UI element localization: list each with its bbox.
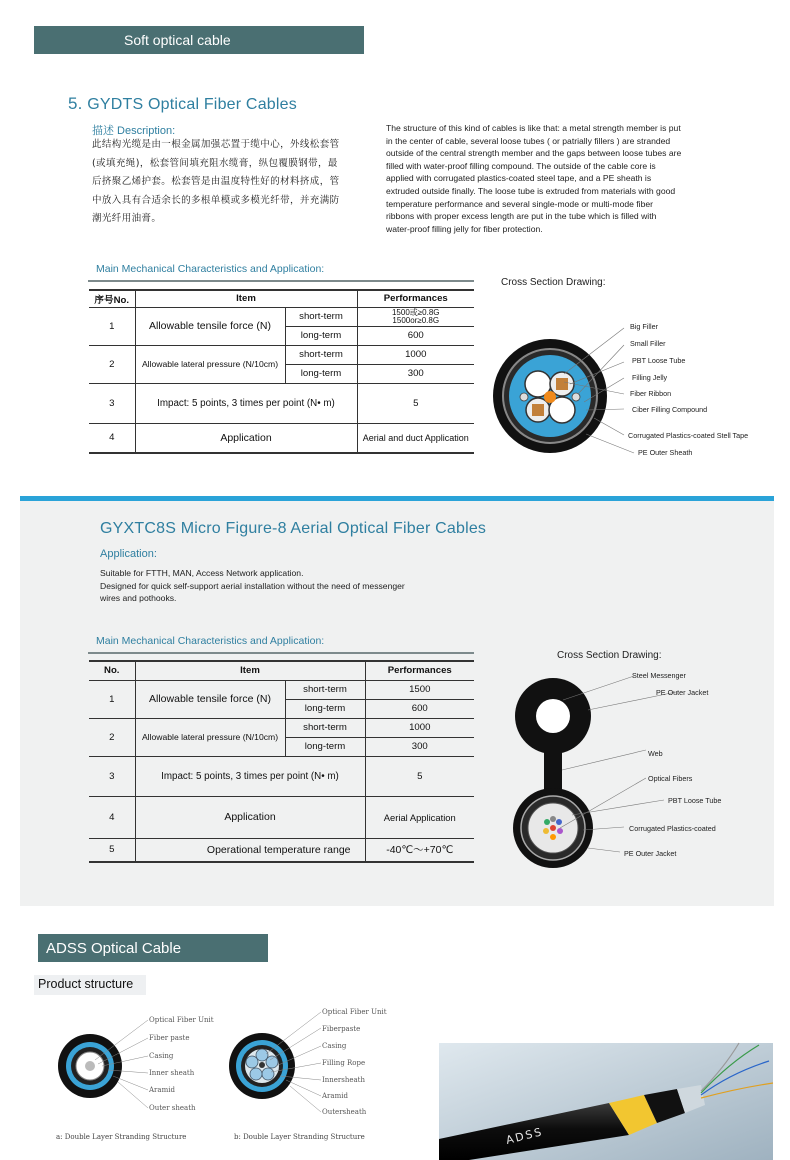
header-performances: Performances	[365, 661, 474, 680]
small-filler-shape	[520, 393, 528, 401]
en-line: extruded outside finally. The loose tube is extruded from materials with good	[386, 185, 676, 196]
header-item: Item	[135, 661, 365, 680]
short-term-label: short-term	[285, 307, 357, 326]
row-item: Allowable lateral pressure (N/10cm)	[135, 345, 285, 383]
row-item: Allowable lateral pressure (N/10cm)	[135, 718, 285, 756]
section-title-text: GYDTS Optical Fiber Cables	[87, 96, 297, 113]
en-line: temperature performance and several single-mode or multi-mode fiber	[386, 198, 654, 209]
row-item: Allowable tensile force (N)	[135, 307, 285, 345]
product-structure-label: Product structure	[34, 975, 146, 995]
long-term-value: 300	[357, 364, 474, 383]
description-label: 描述 Description:	[92, 125, 176, 137]
short-term-value-en: 1500or≥0.8G	[392, 315, 440, 325]
app-line: wires and pothooks.	[100, 593, 177, 604]
tube-shape	[250, 1068, 262, 1080]
application-label: Application:	[100, 548, 157, 560]
cn-line: 潮光纤用油膏。	[92, 213, 162, 224]
gydts-cross-section-drawing	[494, 314, 744, 464]
tube-shape	[256, 1049, 268, 1061]
gyxtc8s-title: GYXTC8S Micro Figure-8 Aerial Optical Fiber Cables	[100, 520, 487, 537]
row-value: Aerial Application	[365, 796, 474, 838]
row-item: Operational temperature range	[135, 838, 365, 862]
characteristics-label: Main Mechanical Characteristics and Application:	[96, 263, 325, 275]
callout-label: Small Filler	[630, 339, 666, 348]
callout-label: Filling Rope	[322, 1059, 366, 1067]
en-line: The structure of this kind of cables is like that: a metal strength member is put	[386, 123, 681, 133]
row-number: 3	[89, 383, 135, 423]
row-item: Allowable tensile force (N)	[135, 680, 285, 718]
callout-label: Fiber paste	[149, 1034, 190, 1042]
adss-structure-a-drawing	[50, 1010, 160, 1120]
app-line: Suitable for FTTH, MAN, Access Network application.	[100, 568, 304, 578]
callout-label: PE Outer Sheath	[638, 448, 693, 457]
application-description	[100, 567, 460, 605]
callout-label: Steel Messenger	[632, 671, 686, 680]
callout-label: PE Outer Jacket	[624, 849, 677, 858]
central-strength-member-shape	[544, 391, 556, 403]
gydts-title	[68, 94, 297, 114]
fiber-ribbon-shape	[556, 378, 568, 390]
tube-shape	[266, 1056, 278, 1068]
en-line: ribbons with proper excess length are put in the tube which is filled with	[386, 211, 657, 222]
callout-label: Inner sheath	[149, 1069, 195, 1077]
callout-label: Big Filler	[630, 322, 658, 331]
banner-label: Soft optical cable	[124, 32, 231, 48]
long-term-label: long-term	[285, 699, 365, 718]
fiber-ribbon-shape	[532, 404, 544, 416]
section-rule	[88, 652, 474, 654]
callout-label: Casing	[149, 1052, 174, 1060]
short-term-value: 1000	[357, 345, 474, 364]
header-no: 序号No.	[89, 290, 135, 307]
en-line: applied with corrugated plastics-coated steel tape, and a PE sheath is	[386, 173, 652, 184]
row-number: 1	[89, 307, 135, 345]
gyxtc8s-spec-table	[89, 660, 474, 863]
gydts-spec-table	[89, 289, 474, 454]
app-line: Designed for quick self-support aerial installation without the need of messenger	[100, 580, 405, 591]
en-line: in the center of cable, several loose tubes ( or patrially fillers ) are stranded	[386, 135, 671, 146]
short-term-label: short-term	[285, 718, 365, 737]
row-number: 2	[89, 345, 135, 383]
long-term-value: 300	[365, 737, 474, 756]
row-item: Impact: 5 points, 3 times per point (N• m)	[135, 383, 357, 423]
long-term-label: long-term	[285, 326, 357, 345]
adss-structure-b-drawing	[226, 1006, 336, 1116]
caption-a: a: Double Layer Stranding Structure	[56, 1133, 187, 1141]
long-term-label: long-term	[285, 737, 365, 756]
callout-label: Fiberpaste	[322, 1025, 361, 1033]
callout-label: Filling Jelly	[632, 373, 668, 382]
small-filler-shape	[572, 393, 580, 401]
row-number: 5	[89, 838, 135, 862]
callout-label: Web	[648, 749, 663, 758]
cable-print-text: ADSS	[504, 1125, 545, 1147]
short-term-label: short-term	[285, 680, 365, 699]
strength-member-shape	[259, 1062, 265, 1068]
callout-label: Corrugated Plastics-coated Stell Tape	[628, 431, 749, 440]
header-performances: Performances	[357, 290, 474, 307]
cn-line: 后挤聚乙烯护套。松套管是由温度特性好的材料挤成，管	[92, 176, 340, 187]
panel-accent-bar	[20, 496, 774, 501]
callout-label: Outer sheath	[149, 1104, 196, 1112]
long-term-value: 600	[357, 326, 474, 345]
short-term-value: 1000	[365, 718, 474, 737]
short-term-label: short-term	[285, 345, 357, 364]
fiber-unit-shape	[85, 1061, 95, 1071]
callout-label: Casing	[322, 1042, 347, 1050]
row-number: 1	[89, 680, 135, 718]
callout-label: Aramid	[149, 1086, 175, 1094]
row-number: 2	[89, 718, 135, 756]
adss-cable-photo	[439, 1043, 773, 1160]
en-line: outside of the central strength member and the gaps between loose tubes are	[386, 148, 682, 159]
web-shape	[544, 750, 562, 792]
callout-label: Innersheath	[322, 1076, 366, 1084]
row-item: Impact: 5 points, 3 times per point (N• m)	[135, 756, 365, 796]
row-value: 5	[357, 383, 474, 423]
section-number: 5.	[68, 94, 83, 113]
steel-messenger-shape	[536, 699, 570, 733]
section-rule	[88, 280, 474, 282]
gyxtc8s-cross-section-drawing	[508, 670, 748, 870]
banner-label: ADSS Optical Cable	[46, 939, 182, 957]
tube-shape	[246, 1056, 258, 1068]
row-value: -40℃～+70℃	[365, 838, 474, 862]
callout-label: Corrugated Plastics-coated	[629, 824, 716, 833]
tube-shape	[262, 1068, 274, 1080]
en-line: filled with water-proof filling compound. The outside of the cable core is	[386, 160, 656, 171]
callout-label: Fiber Ribbon	[630, 389, 672, 398]
row-item: Application	[135, 796, 365, 838]
header-item: Item	[135, 290, 357, 307]
short-term-value	[357, 307, 474, 326]
row-number: 3	[89, 756, 135, 796]
row-value: Aerial and duct Application	[357, 423, 474, 453]
callout-label: Optical Fiber Unit	[149, 1016, 214, 1024]
long-term-value: 600	[365, 699, 474, 718]
gyxtc8s-drawing-title: Cross Section Drawing:	[557, 650, 662, 661]
chinese-description	[92, 136, 372, 229]
short-term-value: 1500	[365, 680, 474, 699]
callout-label: PBT Loose Tube	[668, 796, 722, 805]
callout-label: Ciber Filling Compound	[632, 405, 708, 414]
adss-banner	[38, 934, 268, 962]
callout-label: Outersheath	[322, 1108, 367, 1116]
cn-line: (或填充绳)，松套管间填充阻水缆膏，纵包覆膜钢带，最	[92, 157, 338, 169]
row-item: Application	[135, 423, 357, 453]
callout-label: Aramid	[322, 1092, 348, 1100]
en-line: water-proof filling jelly for fiber protection.	[386, 223, 543, 234]
caption-b: b: Double Layer Stranding Structure	[234, 1133, 365, 1141]
soft-optical-cable-banner	[34, 26, 364, 54]
header-no: No.	[89, 661, 135, 680]
long-term-label: long-term	[285, 364, 357, 383]
callout-label: PBT Loose Tube	[632, 356, 686, 365]
cn-line: 此结构光缆是由一根金属加强芯置于缆中心，外线松套管	[92, 139, 340, 150]
row-value: 5	[365, 756, 474, 796]
characteristics-label: Main Mechanical Characteristics and Application:	[96, 635, 325, 647]
cn-line: 中放入具有合适余长的多根单模或多模光纤带，并充满防	[92, 194, 340, 206]
row-number: 4	[89, 423, 135, 453]
short-term-value-cn: 1500或≥0.8G	[391, 307, 440, 317]
callout-label: PE Outer Jacket	[656, 688, 709, 697]
gydts-drawing-title: Cross Section Drawing:	[501, 277, 606, 288]
callout-label: Optical Fiber Unit	[322, 1008, 387, 1016]
english-description	[386, 122, 726, 235]
row-number: 4	[89, 796, 135, 838]
callout-label: Optical Fibers	[648, 774, 693, 783]
